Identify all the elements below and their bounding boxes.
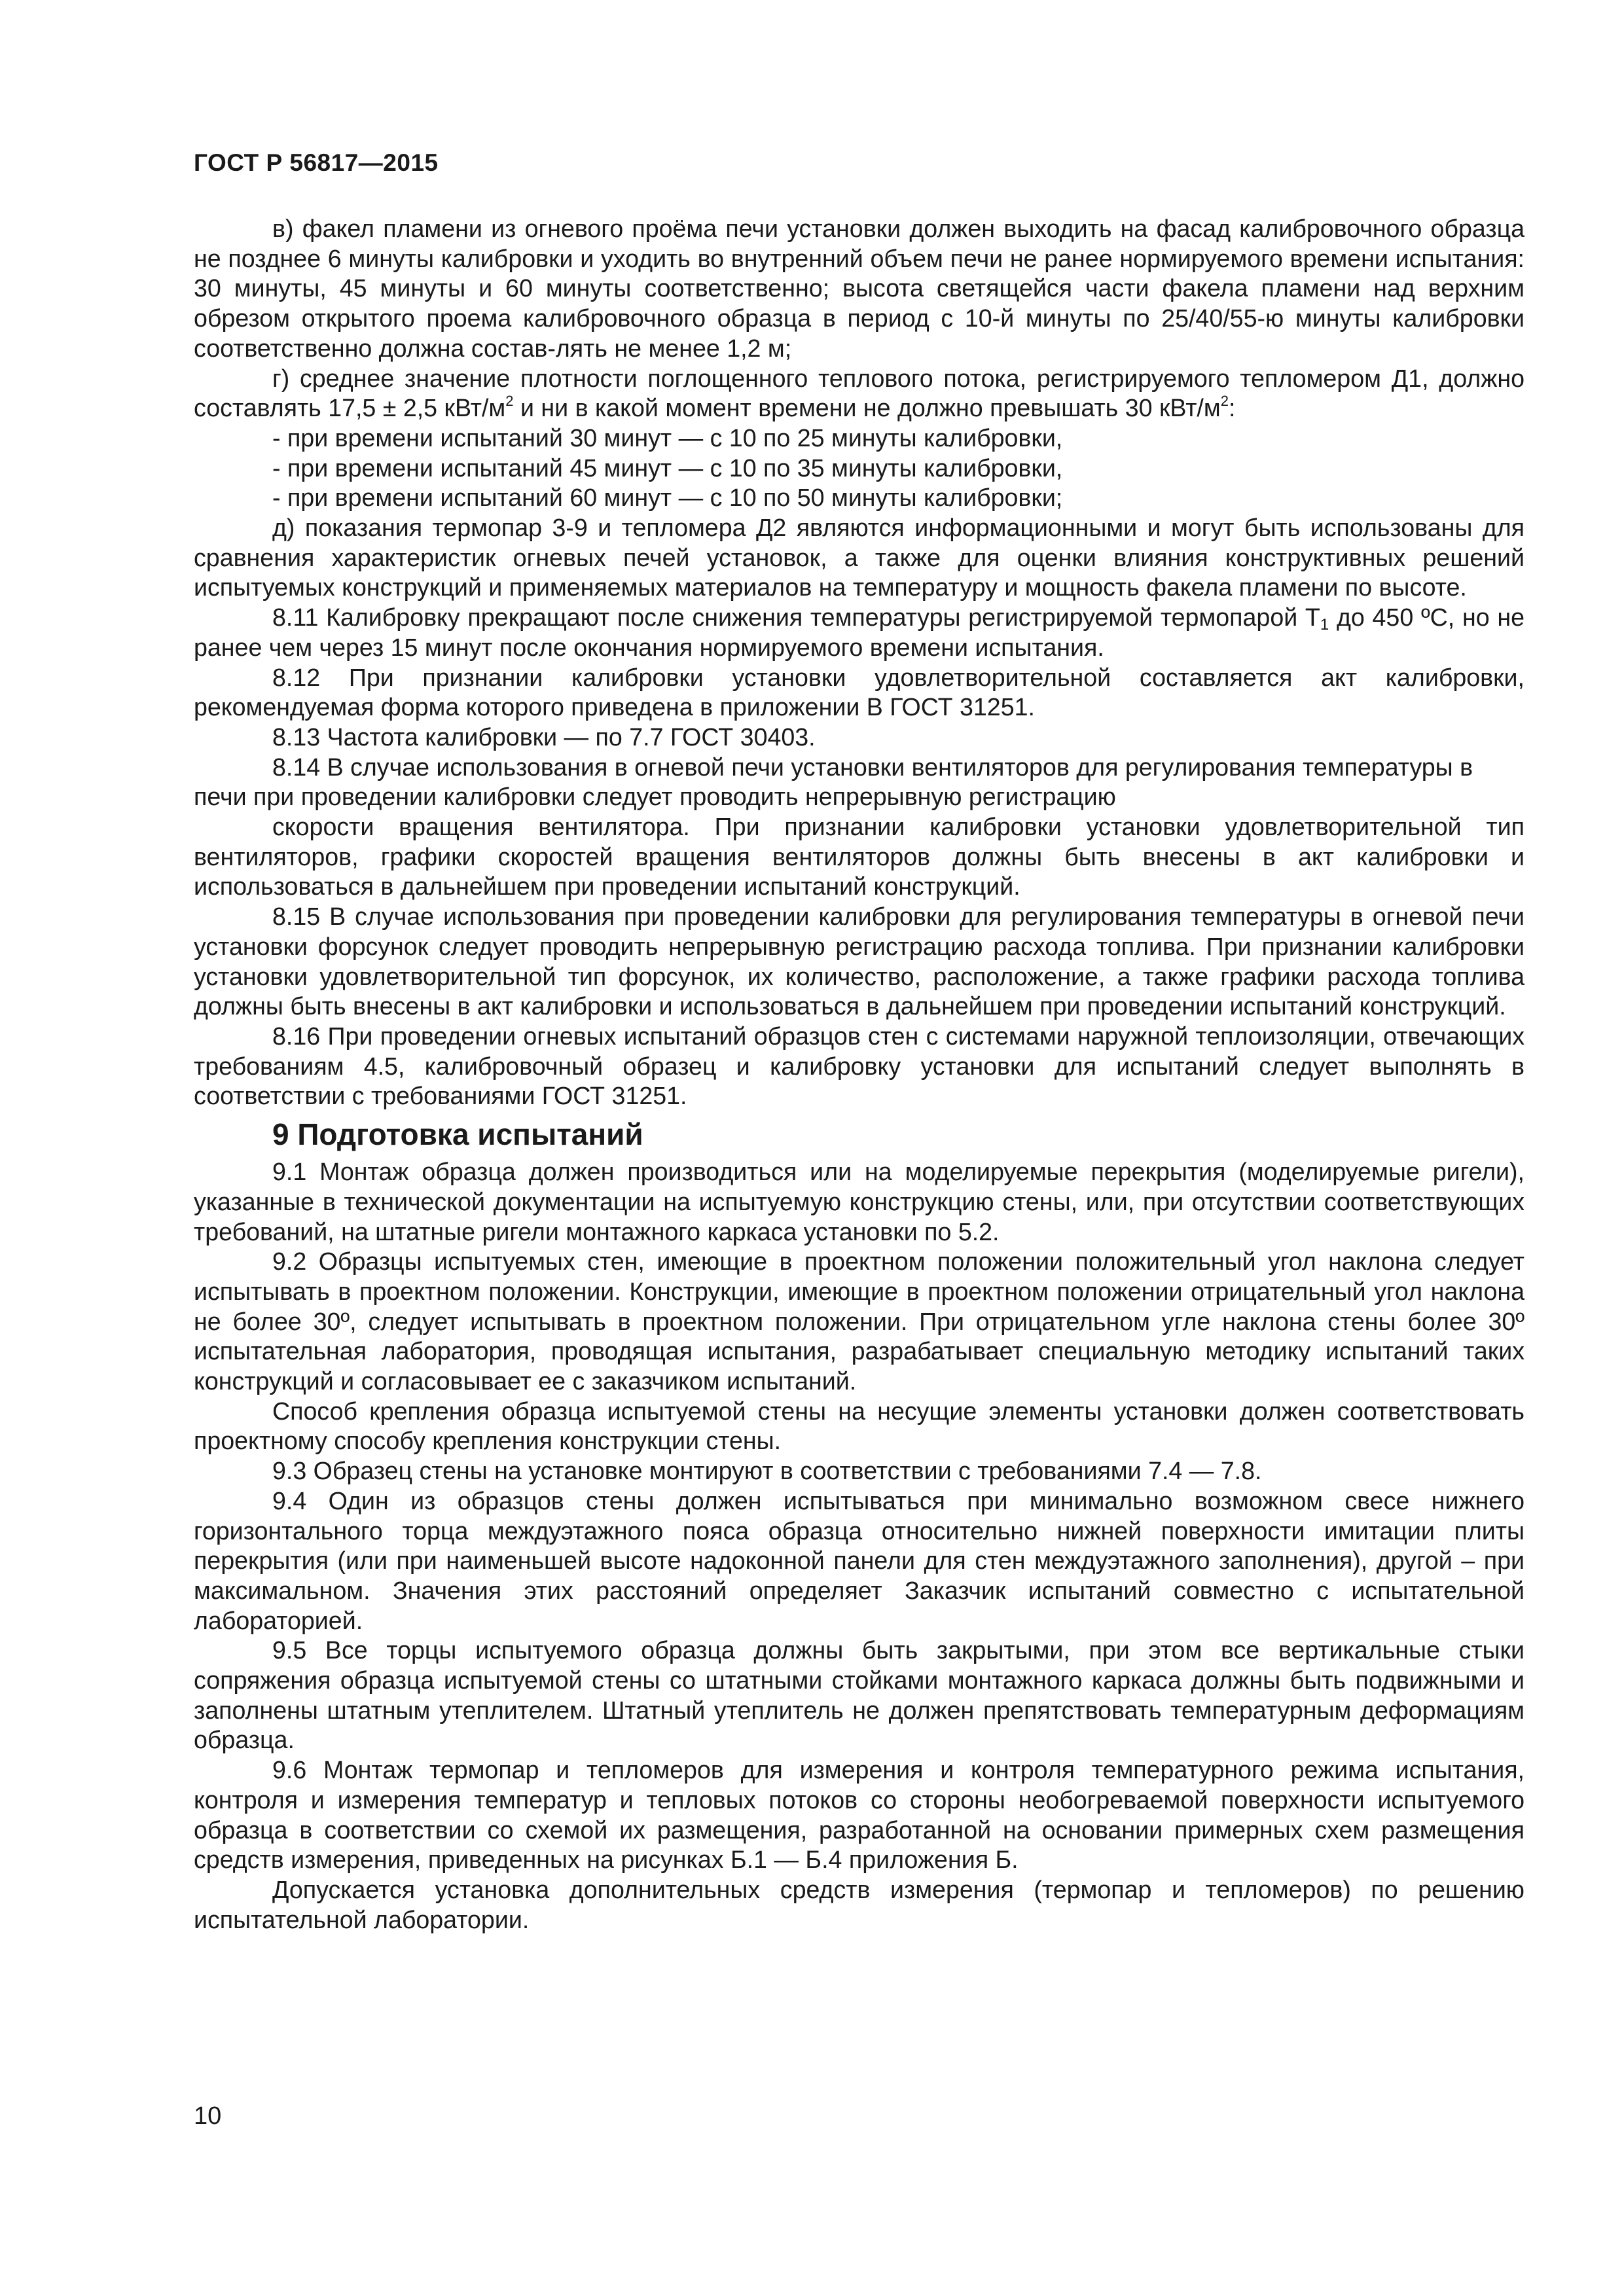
paragraph-item-d: д) показания термопар 3-9 и тепломера Д2 являются информационными и могут быть использованы для сравнения характеристик огневых печей установок, а также для оценки влияния конструктивных решений испытуемых конструкций и применяемых материалов на температуру и мощность факела пламени по высоте.	[194, 514, 1525, 601]
superscript: 2	[1220, 393, 1229, 410]
list-item: - при времени испытаний 60 минут — с 10 по 50 минуты калибровки;	[272, 484, 1063, 512]
clause-8-11	[194, 603, 1525, 662]
page-number: 10	[194, 2102, 222, 2130]
subscript: 1	[1320, 616, 1329, 634]
clause-8-13: 8.13 Частота калибровки — по 7.7 ГОСТ 30403.	[272, 723, 816, 751]
document-body	[194, 214, 1525, 1935]
clause-9-2: 9.2 Образцы испытуемых стен, имеющие в проектном положении положительный угол наклона следует испытывать в проектном положении. Конструкции, имеющие в проектном положении отрицательный угол наклона не более 30º, следует испытывать в проектном положении. При отрицательном угле наклона стены более 30º испытательная лаборатория, проводящая испытания, разрабатывает специальную методику испытаний таких конструкций и согласовывает ее с заказчиком испытаний.	[194, 1247, 1525, 1395]
paragraph-text: г) среднее значение плотности поглощенного теплового потока, регистрируемого тепломером Д1, должно составлять 17,5 ± 2,5 кВт/м	[194, 364, 1525, 422]
clause-8-12: 8.12 При признании калибровки установки удовлетворительной составляется акт калибровки, рекомендуемая форма которого приведена в приложении В ГОСТ 31251.	[194, 663, 1525, 721]
paragraph-text: 8.11 Калибровку прекращают после снижения температуры регистрируемой термопарой Т	[272, 603, 1320, 632]
superscript: 2	[505, 393, 514, 410]
paragraph-text: до 450 ºС, но не ранее чем через 15 минут после окончания нормируемого времени испытания.	[194, 603, 1525, 661]
clause-9-5: 9.5 Все торцы испытуемого образца должны быть закрытыми, при этом все вертикальные стыки сопряжения образца испытуемой стены со штатными стойками монтажного каркаса должны быть подвижными и заполнены штатным утеплителем. Штатный утеплитель не должен препятствовать температурным деформациям образца.	[194, 1636, 1525, 1754]
clause-9-6-additional: Допускается установка дополнительных средств измерения (термопар и тепломеров) по решению испытательной лаборатории.	[194, 1875, 1525, 1933]
clause-9-6: 9.6 Монтаж термопар и тепломеров для измерения и контроля температурного режима испытания, контроля и измерения температур и тепловых потоков со стороны необогреваемой поверхности испытуемого образца в соответствии со схемой их размещения, разработанной на основании примерных схем размещения средств измерения, приведенных на рисунках Б.1 — Б.4 приложения Б.	[194, 1756, 1525, 1874]
paragraph-item-g	[194, 364, 1525, 423]
paragraph-text: и ни в какой момент времени не должно превышать 30 кВт/м	[513, 394, 1221, 422]
clause-8-15: 8.15 В случае использования при проведении калибровки для регулирования температуры в огневой печи установки форсунок следует проводить непрерывную регистрацию расхода топлива. При признании калибровки установки удовлетворительной тип форсунок, их количество, расположение, а также графики расхода топлива должны быть внесены в акт калибровки и использоваться в дальнейшем при проведении испытаний конструкций.	[194, 903, 1525, 1020]
section-9-heading: 9 Подготовка испытаний	[272, 1117, 643, 1152]
paragraph-item-v: в) факел пламени из огневого проёма печи установки должен выходить на фасад калибровочного образца не позднее 6 минуты калибровки и уходить во внутренний объем печи не ранее нормируемого времени испытания: 30 минуты, 45 минуты и 60 минуты соответственно; высота светящейся части факела пламени над верхним обрезом открытого проема калибровочного образца в период с 10-й минуты по 25/40/55-ю минуты калибровки соответственно должна состав-лять не менее 1,2 м;	[194, 215, 1525, 362]
clause-8-14: 8.14 В случае использования в огневой печи установки вентиляторов для регулирования температуры в печи при проведении калибровки следует проводить непрерывную регистрацию	[194, 753, 1473, 811]
clause-9-4: 9.4 Один из образцов стены должен испытываться при минимально возможном свесе нижнего горизонтального торца междуэтажного пояса образца относительно нижней поверхности имитации плиты перекрытия (или при наименьшей высоте надоконной панели для стен междуэтажного заполнения), другой – при максимальном. Значения этих расстояний определяет Заказчик испытаний совместно с испытательной лабораторией.	[194, 1486, 1525, 1634]
clause-8-14-continued: скорости вращения вентилятора. При признании калибровки установки удовлетворительной тип вентиляторов, графики скоростей вращения вентиляторов должны быть внесены в акт калибровки и использоваться в дальнейшем при проведении испытаний конструкций.	[194, 813, 1525, 901]
clause-9-1: 9.1 Монтаж образца должен производиться или на моделируемые перекрытия (моделируемые ригели), указанные в технической документации на испытуемую конструкцию стены, или, при отсутствии соответствующих требований, на штатные ригели монтажного каркаса установки по 5.2.	[194, 1158, 1525, 1246]
document-code-header: ГОСТ Р 56817—2015	[194, 149, 439, 176]
paragraph-text: :	[1228, 394, 1236, 422]
clause-8-16: 8.16 При проведении огневых испытаний образцов стен с системами наружной теплоизоляции, отвечающих требованиям 4.5, калибровочный образец и калибровку установки для испытаний следует выполнять в соответствии с требованиями ГОСТ 31251.	[194, 1022, 1525, 1110]
clause-9-2-fastening: Способ крепления образца испытуемой стены на несущие элементы установки должен соответствовать проектному способу крепления конструкции стены.	[194, 1397, 1525, 1455]
list-item: - при времени испытаний 30 минут — с 10 по 25 минуты калибровки,	[272, 423, 1063, 452]
clause-9-3: 9.3 Образец стены на установке монтируют в соответствии с требованиями 7.4 — 7.8.	[272, 1457, 1262, 1485]
list-item: - при времени испытаний 45 минут — с 10 по 35 минуты калибровки,	[272, 454, 1063, 482]
